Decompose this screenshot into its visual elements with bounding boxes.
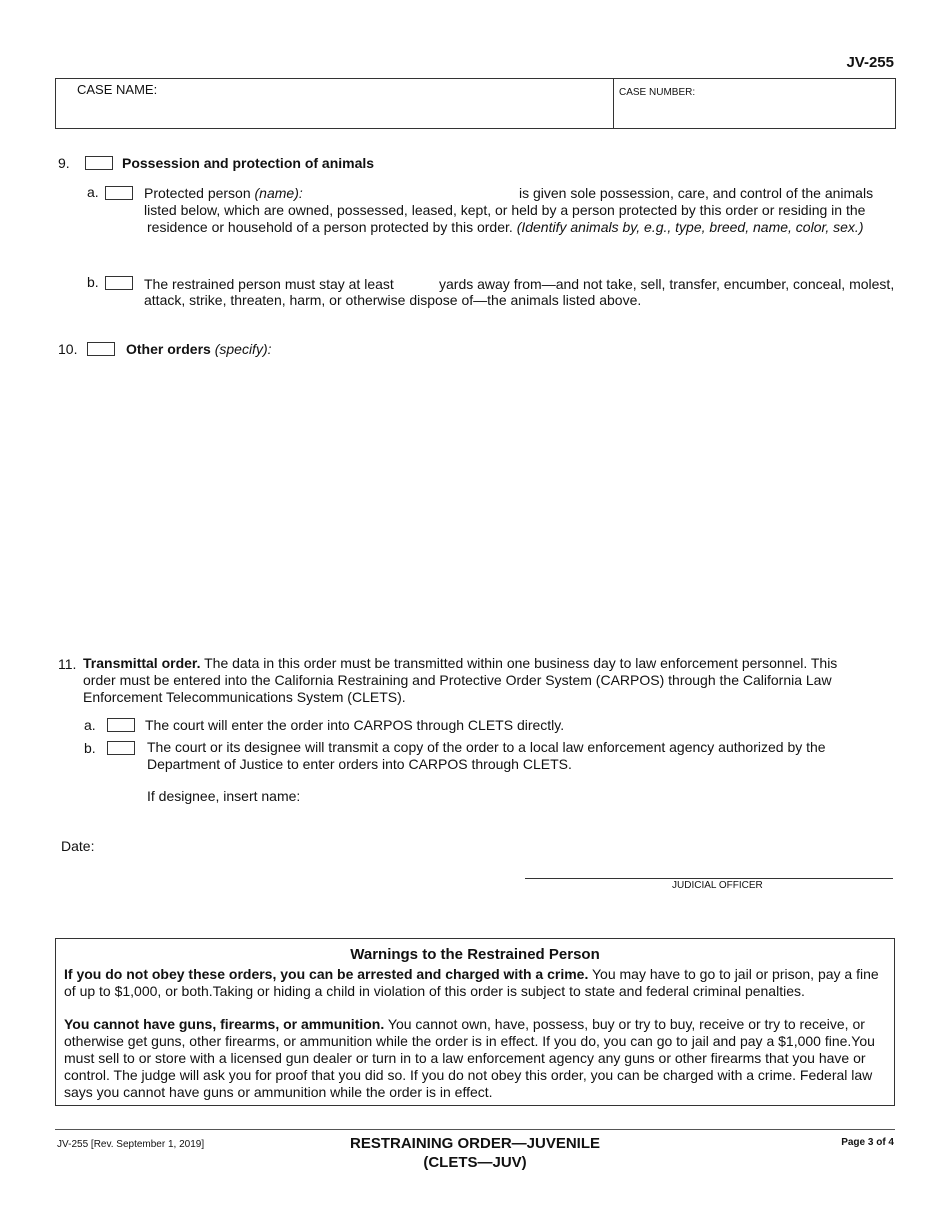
judicial-officer-signature-line[interactable] xyxy=(525,878,893,879)
item9a-line3-text: residence or household of a person protected by this order. xyxy=(147,219,513,235)
item9a-line3-italic: (Identify animals by, e.g., type, breed, name, color, sex.) xyxy=(516,219,864,235)
warning-p1-line2: of up to $1,000, or both.Taking or hiding a child in violation of this order is subject to state and federal criminal penalties. xyxy=(64,983,805,999)
item9a-line1 xyxy=(144,185,303,202)
item11-line2: order must be entered into the California Restraining and Protective Order System (CARPOS) through the California Law xyxy=(83,672,832,688)
item11b-letter: b. xyxy=(84,740,96,756)
item10-title: Other orders xyxy=(126,341,211,357)
item11b-line1: The court or its designee will transmit a copy of the order to a local law enforcement agency authorized by the xyxy=(147,739,826,755)
page-number: Page 3 of 4 xyxy=(841,1137,894,1148)
form-title xyxy=(325,1134,625,1172)
item11a-text: The court will enter the order into CARPOS through CLETS directly. xyxy=(145,717,565,733)
item9a-checkbox[interactable] xyxy=(105,186,133,200)
item9b-letter: b. xyxy=(87,274,99,290)
item11-title: Transmittal order. xyxy=(83,655,201,671)
case-caption-box xyxy=(55,78,896,129)
item10-number: 10. xyxy=(58,341,78,357)
item11-line1 xyxy=(83,655,837,672)
item9a-text1: Protected person xyxy=(144,185,251,201)
judicial-officer-label: JUDICIAL OFFICER xyxy=(672,880,763,891)
item9b-checkbox[interactable] xyxy=(105,276,133,290)
warning-p2-rest: You cannot own, have, possess, buy or try to buy, receive or try to receive, or xyxy=(387,1016,865,1032)
item11a-checkbox[interactable] xyxy=(107,718,135,732)
item9a-line3 xyxy=(147,219,863,236)
warning-p1-bold: If you do not obey these orders, you can be arrested and charged with a crime. xyxy=(64,966,589,982)
warning-p2-line3: must sell to or store with a licensed gun dealer or turn in to a law enforcement agency any guns or other firearms that you have or xyxy=(64,1050,866,1066)
item11b-line2: Department of Justice to enter orders into CARPOS through CLETS. xyxy=(147,756,572,772)
warning-p2-bold: You cannot have guns, firearms, or ammunition. xyxy=(64,1016,385,1032)
date-label: Date: xyxy=(61,838,95,854)
item11-line3: Enforcement Telecommunications System (CLETS). xyxy=(83,689,406,705)
item11-line1-text: The data in this order must be transmitted within one business day to law enforcement personnel. This xyxy=(204,655,838,671)
caption-divider xyxy=(613,78,614,129)
item9-checkbox[interactable] xyxy=(85,156,113,170)
item9-title: Possession and protection of animals xyxy=(122,155,375,171)
item10-checkbox[interactable] xyxy=(87,342,115,356)
item9a-line1-rest: is given sole possession, care, and control of the animals xyxy=(519,185,874,201)
warning-p1-line1 xyxy=(64,966,879,983)
case-name-field[interactable]: CASE NAME: xyxy=(77,82,158,97)
item9a-line2: listed below, which are owned, possessed, leased, kept, or held by a person protected by this order or residing in the xyxy=(144,202,866,218)
form-id: JV-255 xyxy=(846,54,894,71)
item9b-line1: The restrained person must stay at least xyxy=(144,276,394,292)
case-number-field[interactable]: CASE NUMBER: xyxy=(619,87,696,98)
item11a-letter: a. xyxy=(84,717,96,733)
item10-title-row xyxy=(126,341,272,357)
warning-p2-line2: otherwise get guns, other firearms, or ammunition while the order is in effect. If you do, you can go to jail and pay a $1,000 fine.You xyxy=(64,1033,875,1049)
item11b-checkbox[interactable] xyxy=(107,741,135,755)
item9a-letter: a. xyxy=(87,184,99,200)
item11-number: 11. xyxy=(58,656,77,672)
warning-p2-line5: says you cannot have guns or ammunition while the order is in effect. xyxy=(64,1084,493,1100)
form-title-line2: (CLETS—JUV) xyxy=(423,1154,527,1171)
item9b-line1-rest: yards away from—and not take, sell, transfer, encumber, conceal, molest, xyxy=(439,276,895,292)
warning-p2-line4: control. The judge will ask you for proof that you did so. If you do not obey this order, you can be charged with a crime. Federal law xyxy=(64,1067,873,1083)
form-revision: JV-255 [Rev. September 1, 2019] xyxy=(57,1139,205,1150)
item10-specify: (specify): xyxy=(214,341,272,357)
footer-divider xyxy=(55,1129,895,1130)
item9a-name-label: (name): xyxy=(254,185,303,201)
item9-number: 9. xyxy=(58,155,70,171)
warning-p2-line1 xyxy=(64,1016,865,1033)
form-title-line1: RESTRAINING ORDER—JUVENILE xyxy=(349,1135,601,1152)
warning-p1-rest: You may have to go to jail or prison, pay a fine xyxy=(592,966,879,982)
item9b-line2: attack, strike, threaten, harm, or otherwise dispose of—the animals listed above. xyxy=(144,292,642,308)
designee-name-label: If designee, insert name: xyxy=(147,788,301,804)
warnings-title: Warnings to the Restrained Person xyxy=(350,946,600,963)
